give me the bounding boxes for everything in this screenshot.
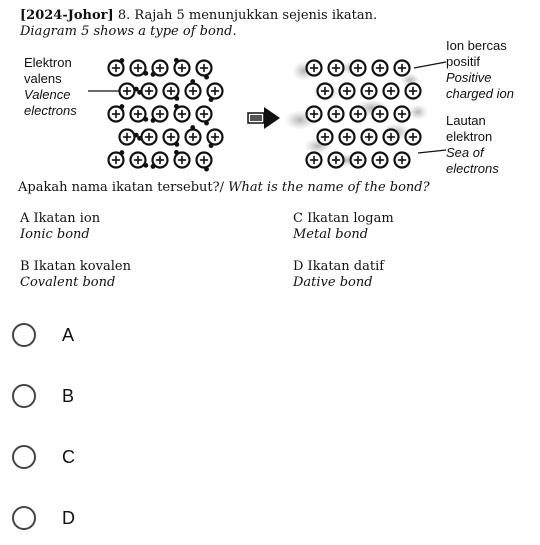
electron-dot: [209, 143, 214, 148]
question-header: [20, 8, 377, 24]
radio-c[interactable]: [12, 445, 36, 469]
atom-with-electron: [131, 107, 149, 122]
atom-with-electron: [109, 150, 125, 167]
positive-ion: [362, 84, 377, 99]
atom-with-electron: [164, 84, 180, 101]
positive-ion: [351, 107, 366, 122]
atom-with-electron: [109, 104, 125, 121]
atom-with-electron: [197, 153, 212, 172]
atom-with-electron: [137, 130, 156, 145]
radio-b[interactable]: [12, 384, 36, 408]
electron-dot: [175, 142, 180, 147]
positive-ion: [329, 107, 344, 122]
electron-dot: [120, 104, 125, 109]
positive-ion: [307, 107, 322, 122]
electron-dot: [209, 97, 214, 102]
electron-dot: [151, 118, 156, 123]
positive-ion-label: Ion bercas positif Positive charged ion: [446, 38, 514, 101]
atom-with-electron: [186, 79, 201, 98]
atom-with-electron: [151, 153, 168, 169]
question-text-en: Diagram 5 shows a type of bond.: [20, 24, 237, 39]
electron-dot: [143, 71, 148, 76]
positive-ion: [384, 130, 399, 145]
positive-ion: [373, 107, 388, 122]
electron-dot: [204, 75, 209, 80]
positive-ion: [329, 61, 344, 76]
electron-dot: [204, 121, 209, 126]
electron-dot: [174, 58, 179, 63]
atom-with-electron: [208, 130, 223, 149]
electron-dot: [190, 79, 195, 84]
radio-d[interactable]: [12, 506, 36, 530]
option-b-text: B Ikatan kovalen Covalent bond: [20, 259, 131, 290]
choice-a-label: A: [62, 324, 75, 345]
positive-ion: [373, 61, 388, 76]
atom-with-electron: [197, 107, 212, 126]
positive-ion: [395, 107, 410, 122]
electron-dot: [174, 150, 179, 155]
atom-with-electron: [174, 58, 189, 76]
atom-with-electron: [208, 84, 223, 103]
positive-ion-pointer-line: [414, 62, 446, 68]
atom-with-electron: [186, 125, 201, 144]
positive-ion: [384, 84, 399, 99]
electron-dot: [137, 136, 142, 141]
electron-dot: [151, 72, 156, 77]
choice-c-label: C: [62, 446, 75, 467]
positive-ion: [329, 153, 344, 168]
left-atom-lattice: [109, 58, 223, 172]
electron-dot: [120, 150, 125, 155]
electron-dot: [143, 117, 148, 122]
right-arrow-icon: [248, 107, 280, 129]
option-a-text: A Ikatan ion Ionic bond: [20, 211, 101, 242]
positive-ion: [318, 84, 333, 99]
electron-dot: [151, 164, 156, 169]
positive-ion: [362, 130, 377, 145]
positive-ion: [395, 153, 410, 168]
positive-ion: [373, 153, 388, 168]
positive-ion: [351, 61, 366, 76]
question-tag: [2024-Johor]: [20, 8, 114, 23]
choice-b-label: B: [62, 385, 75, 406]
choice-d-label: D: [62, 507, 75, 528]
option-d-text: D Ikatan datif Dative bond: [293, 259, 385, 290]
positive-ion: [340, 84, 355, 99]
electron-dot: [190, 125, 195, 130]
choice-a[interactable]: [12, 323, 74, 347]
positive-ion: [395, 61, 410, 76]
atom-with-electron: [137, 84, 156, 99]
atom-with-electron: [151, 61, 168, 77]
metallic-bond-diagram: [0, 40, 540, 180]
positive-ion: [340, 130, 355, 145]
option-c-text: C Ikatan logam Metal bond: [293, 211, 394, 242]
positive-ion: [406, 84, 421, 99]
atom-with-electron: [131, 153, 149, 168]
sea-pointer-line: [418, 150, 446, 153]
electron-dot: [174, 104, 179, 109]
choice-b[interactable]: [12, 384, 74, 408]
atom-with-electron: [174, 104, 189, 122]
electron-dot: [120, 58, 125, 63]
sea-of-electrons-label: Lautan elektron Sea of electrons: [446, 113, 499, 176]
atom-with-electron: [131, 61, 149, 76]
question-text-ms: 8. Rajah 5 menunjukkan sejenis ikatan.: [113, 8, 378, 23]
atom-with-electron: [120, 130, 139, 145]
atom-with-electron: [164, 130, 180, 147]
electron-dot: [143, 163, 148, 168]
electron-dot: [137, 90, 142, 95]
atom-with-electron: [120, 84, 139, 99]
positive-ion: [307, 61, 322, 76]
atom-with-electron: [151, 107, 168, 123]
question-prompt: Apakah nama ikatan tersebut?/ What is the name of the bond?: [18, 180, 430, 195]
positive-ion: [351, 153, 366, 168]
electron-dot: [204, 167, 209, 172]
valence-electrons-label: Elektron valens Valence electrons: [24, 55, 77, 118]
electron-dot: [175, 96, 180, 101]
positive-ion: [406, 130, 421, 145]
radio-a[interactable]: [12, 323, 36, 347]
choice-c[interactable]: [12, 445, 75, 469]
positive-ion: [318, 130, 333, 145]
atom-with-electron: [174, 150, 189, 168]
atom-with-electron: [197, 61, 212, 80]
choice-d[interactable]: [12, 506, 75, 530]
positive-ion: [307, 153, 322, 168]
atom-with-electron: [109, 58, 125, 75]
